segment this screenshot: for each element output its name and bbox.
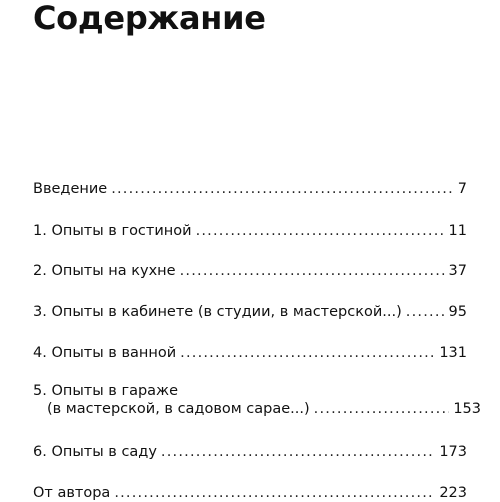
- toc-page-number: 11: [448, 223, 467, 239]
- toc-entry-kitchen: [33, 262, 467, 280]
- toc-entry-study: [33, 303, 467, 321]
- toc-page-number: 7: [457, 181, 467, 197]
- toc-entry-title: 5. Опыты в гараже: [33, 383, 179, 399]
- dot-leader: [180, 262, 445, 280]
- toc-entry-title: 4. Опыты в ванной: [33, 345, 177, 361]
- toc-entry-title: От автора: [33, 485, 111, 501]
- toc-page-number: 223: [439, 485, 467, 501]
- toc-entry-bathroom: [33, 344, 467, 362]
- toc-entry-title: 3. Опыты в кабинете (в студии, в мастерской...): [33, 304, 402, 320]
- toc-entry-from-author: [33, 484, 467, 502]
- toc-page-number: 173: [439, 444, 467, 460]
- toc-entry-title: 1. Опыты в гостиной: [33, 223, 192, 239]
- toc-entry-living-room: [33, 222, 467, 240]
- dot-leader: [196, 222, 445, 240]
- toc-entry-introduction: [33, 180, 467, 198]
- dot-leader: [180, 344, 435, 362]
- page-title: Содержание: [33, 0, 266, 37]
- dot-leader: [114, 484, 435, 502]
- toc-page-number: 131: [439, 345, 467, 361]
- toc-page-number: 153: [453, 401, 481, 417]
- toc-entry-title: 6. Опыты в саду: [33, 444, 157, 460]
- toc-page-number: 95: [448, 304, 467, 320]
- toc-entry-garden: [33, 443, 467, 461]
- dot-leader: [314, 400, 450, 418]
- toc-entry-title-continuation: (в мастерской, в садовом сарае...): [47, 401, 310, 417]
- toc-entry-title: Введение: [33, 181, 108, 197]
- toc-entry-garage: [33, 382, 481, 418]
- dot-leader: [161, 443, 435, 461]
- toc-page-number: 37: [448, 263, 467, 279]
- dot-leader: [111, 180, 454, 198]
- dot-leader: [406, 303, 445, 321]
- toc-entry-title: 2. Опыты на кухне: [33, 263, 176, 279]
